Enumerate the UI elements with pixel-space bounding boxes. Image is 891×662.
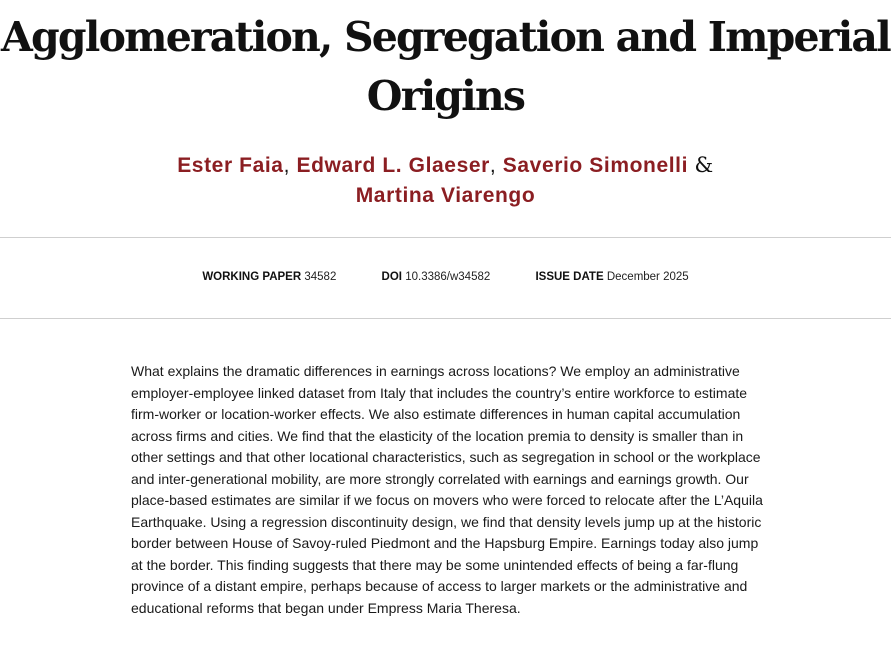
doi-meta <box>382 268 491 286</box>
author-link-ester-faia[interactable]: Ester Faia <box>177 154 284 177</box>
working-paper-meta <box>202 268 336 286</box>
abstract-text: What explains the dramatic differences in earnings across locations? We employ an administrative employer-employee linked dataset from Italy that includes the country’s entire workforce to estimate firm-worker or location-worker effects. We also estimate differences in human capital accumulation across firms and cities. We find that the elasticity of the location premia to density is smaller than in other settings and that other locational characteristics, such as segregation in school or the workplace and inter-generational mobility, are more strongly correlated with earnings and earnings growth. Our place-based estimates are similar if we focus on movers who were forced to relocate after the L’Aquila Earthquake. Using a regression discontinuity design, we find that density levels jump up at the historic border between House of Savoy-ruled Piedmont and the Hapsburg Empire. Earnings today also jump at the border. This finding suggests that there may be some unintended effects of being a far-flung province of a distant empire, perhaps because of access to larger markets or the administrative and educational reforms that began under Empress Maria Theresa. <box>131 363 763 616</box>
meta-divider-bottom <box>0 318 891 319</box>
issue-date-meta <box>535 268 688 286</box>
author-link-saverio-simonelli[interactable]: Saverio Simonelli <box>502 154 689 177</box>
working-paper-number: 34582 <box>304 271 337 283</box>
author-ampersand: & <box>694 153 714 177</box>
author-list <box>0 150 891 211</box>
author-separator: , <box>489 154 497 177</box>
doi-value: 10.3386/w34582 <box>405 271 491 283</box>
paper-metadata-row <box>0 268 891 286</box>
working-paper-label: WORKING PAPER <box>202 271 302 283</box>
page-title: Agglomeration, Segregation and Imperial Origins <box>1 13 890 120</box>
author-link-martina-viarengo[interactable]: Martina Viarengo <box>355 184 536 207</box>
issue-date-label: ISSUE DATE <box>535 271 604 283</box>
issue-date-value: December 2025 <box>606 271 689 283</box>
meta-divider-top <box>0 237 891 238</box>
author-link-edward-glaeser[interactable]: Edward L. Glaeser <box>296 154 490 177</box>
doi-label: DOI <box>381 271 402 283</box>
author-separator: , <box>283 154 291 177</box>
